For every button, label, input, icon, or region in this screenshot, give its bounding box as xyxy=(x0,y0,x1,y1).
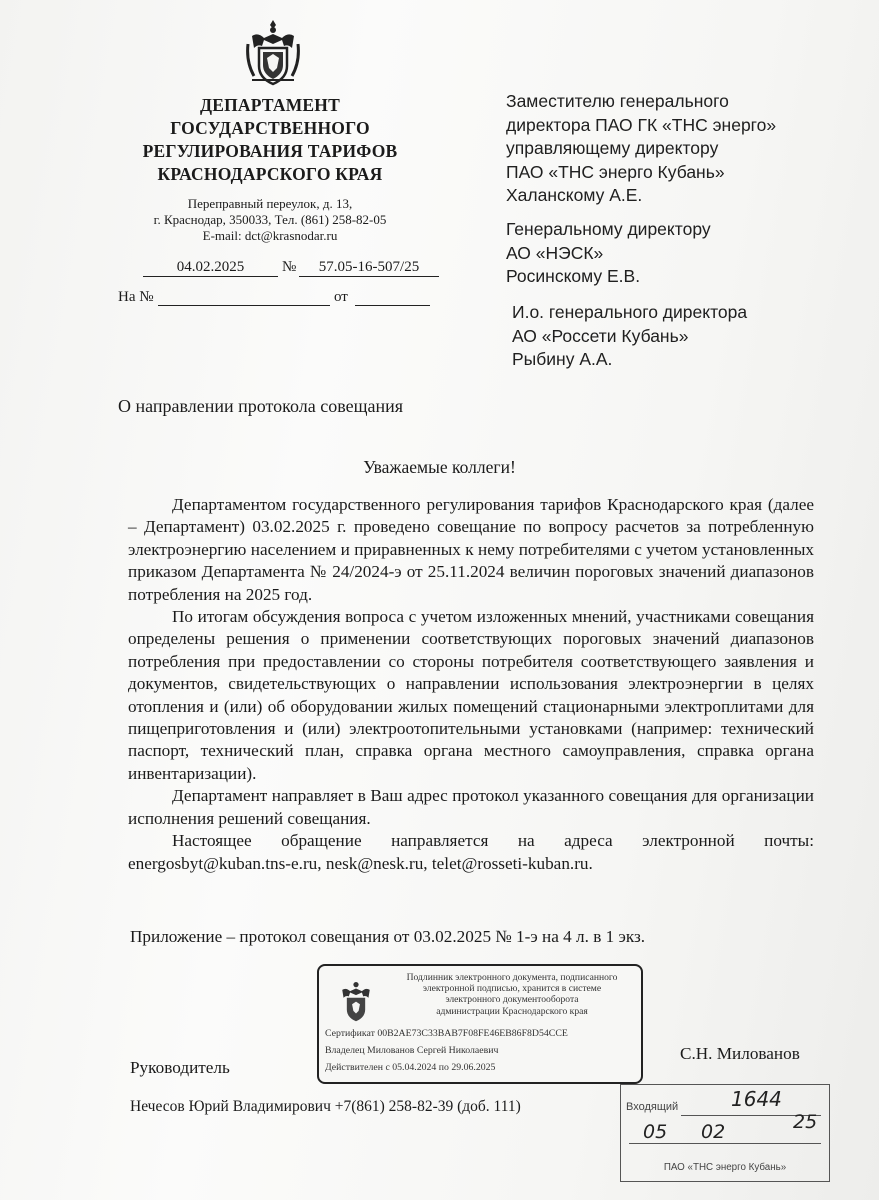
incoming-label: Входящий xyxy=(626,1101,679,1113)
stamp-company: ПАО «ТНС энерго Кубань» xyxy=(663,1162,787,1173)
annex-note: Приложение – протокол совещания от 03.02.2025 № 1-э на 4 л. в 1 экз. xyxy=(130,927,646,946)
letter-body xyxy=(128,494,814,875)
greeting: Уважаемые коллеги! xyxy=(363,457,516,477)
reply-date-line xyxy=(355,289,430,306)
body-paragraph: Департаментом государственного регулирования тарифов Краснодарского края (далее – Департамент) 03.02.2025 г. проведено совещание по вопросу расчетов за потребленную электроэнергию населением и приравненных к нему потребителями с учетом установленных приказом Департамента № 24/2024-э от 25.11.2024 величин пороговых значений диапазонов потребления на 2025 год. xyxy=(128,495,814,604)
e-signature-owner: Владелец Милованов Сергей Николаевич xyxy=(325,1045,499,1056)
letter-subject: О направлении протокола совещания xyxy=(118,396,403,416)
incoming-month: 02 xyxy=(701,1121,726,1143)
registration-date: 04.02.2025 xyxy=(143,259,278,277)
incoming-year: 25 xyxy=(793,1111,818,1133)
registration-number: 57.05-16-507/25 xyxy=(299,259,439,277)
signatory-name: С.Н. Милованов xyxy=(680,1044,800,1063)
electronic-signature-stamp xyxy=(317,964,643,1084)
e-signature-certificate: Сертификат 00B2AE73C33BAB7F08FE46EB86F8D54CCE xyxy=(325,1028,568,1039)
department-name: ДЕПАРТАМЕНТ ГОСУДАРСТВЕННОГО РЕГУЛИРОВАНИЯ ТАРИФОВ КРАСНОДАРСКОГО КРАЯ xyxy=(142,95,398,184)
body-paragraph: По итогам обсуждения вопроса с учетом изложенных мнений, участниками совещания определены решения о применении соответствующих пороговых значений диапазонов потребления при предоставлении со стороны потребителя соответствующего заявления и документов, свидетельствующих о направлении использования электроэнергии в целях отопления и (или) об оборудовании жилых помещений стационарными электроплитами для пищеприготовления и (или) электроотопительными установками (например: технический паспорт, технический план, справка органа местного самоуправления, справка органа инвентаризации). xyxy=(128,607,814,783)
coat-of-arms-icon xyxy=(337,978,375,1024)
e-signature-header: Подлинник электронного документа, подписанного электронной подписью, хранится в системе электронного документооборота администрации Краснодарского края xyxy=(406,972,618,1017)
body-paragraph: Настоящее обращение направляется на адреса электронной почты: energosbyt@kuban.tns-e.ru, nesk@nesk.ru, telet@rosseti-kuban.ru. xyxy=(128,831,814,873)
reply-to-label: На № xyxy=(118,289,154,305)
registration-number-label: № xyxy=(282,259,297,275)
e-signature-valid: Действителен с 05.04.2024 по 29.06.2025 xyxy=(325,1062,496,1073)
recipient-3: И.о. генерального директора АО «Россети Кубань» Рыбину А.А. xyxy=(512,302,748,369)
recipient-2: Генеральному директору АО «НЭСК» Росинскому Е.В. xyxy=(506,219,711,286)
recipient-1: Заместителю генерального директора ПАО ГК «ТНС энерго» управляющему директору ПАО «ТНС энерго Кубань» Халанскому А.Е. xyxy=(506,91,777,205)
reply-number-line xyxy=(158,289,330,306)
body-paragraph: Департамент направляет в Ваш адрес протокол указанного совещания для организации исполнения решений совещания. xyxy=(128,786,814,828)
incoming-day: 05 xyxy=(643,1121,668,1143)
executor-contact: Нечесов Юрий Владимирович +7(861) 258-82-39 (доб. 111) xyxy=(130,1098,521,1115)
reply-from-label: от xyxy=(334,289,348,305)
signatory-position: Руководитель xyxy=(130,1058,230,1077)
incoming-number: 1644 xyxy=(731,1087,782,1111)
coat-of-arms-icon xyxy=(244,18,302,88)
incoming-registration-stamp xyxy=(620,1084,830,1182)
department-address: Переправный переулок, д. 13, г. Краснодар, 350033, Тел. (861) 258-82-05 E-mail: dct@krasnodar.ru xyxy=(153,196,387,243)
